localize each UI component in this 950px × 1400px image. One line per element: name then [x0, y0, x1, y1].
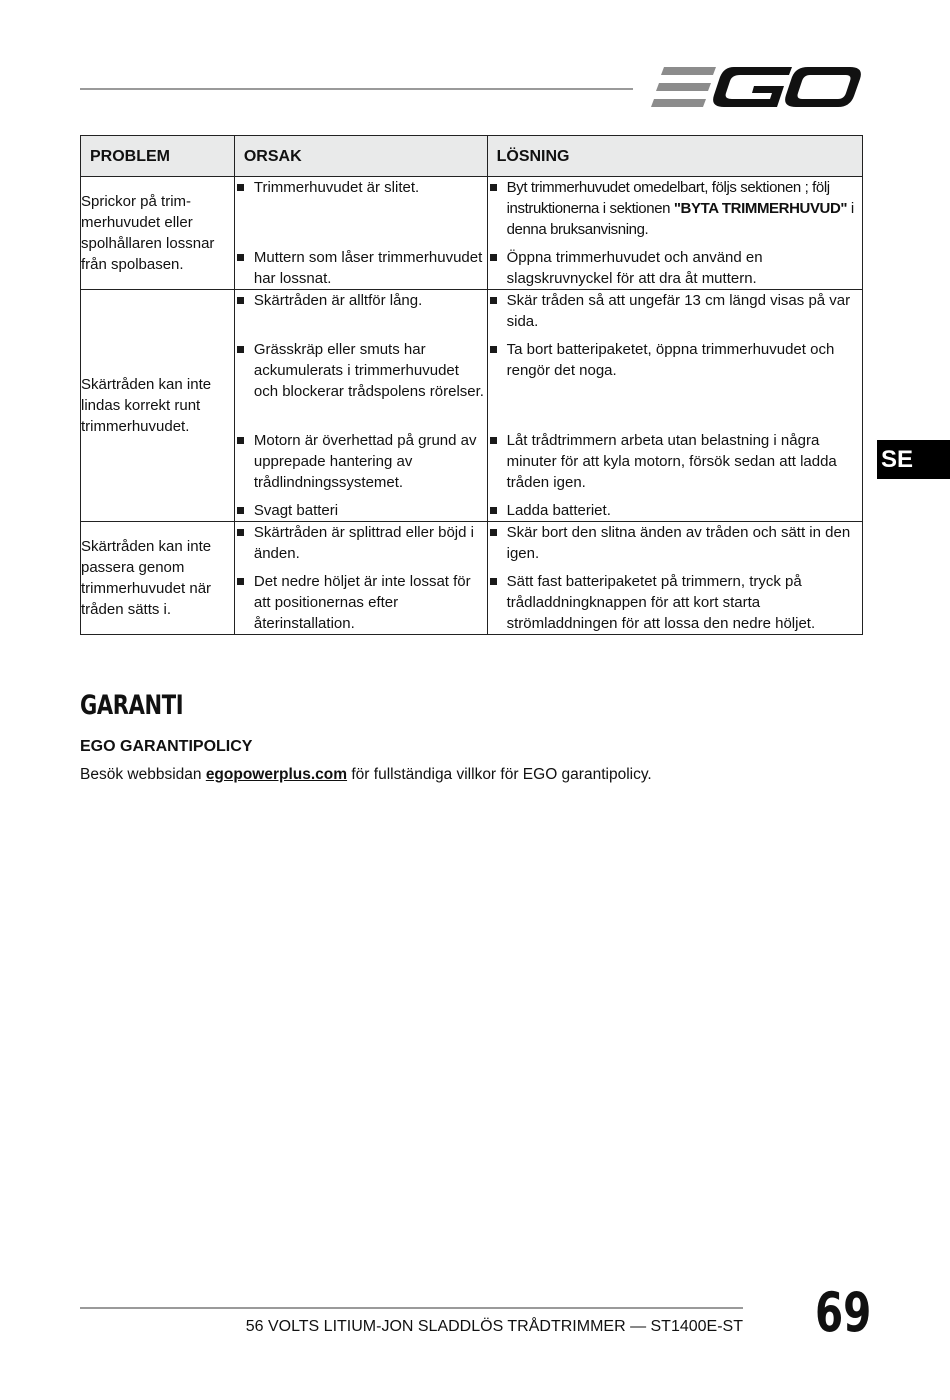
footer-rule	[80, 1307, 743, 1309]
list-item: Sätt fast batteripaketet på trimmern, tryck på trådladdningknappen för att kort starta strömladdningen för att lossa den nedre höljet.	[488, 571, 862, 634]
bullet-icon	[237, 578, 244, 585]
cause-cell	[234, 290, 487, 522]
list-item: Skär tråden så att ungefär 13 cm längd visas på var sida.	[488, 290, 862, 339]
footer-product-title: 56 VOLTS LITIUM-JON SLADDLÖS TRÅDTRIMMER — ST1400E-ST	[245, 1318, 743, 1335]
bullet-icon	[237, 346, 244, 353]
troubleshooting-table	[80, 135, 863, 635]
list-item: Grässkräp eller smuts har ackumulerats i trimmerhuvudet och blockerar trådspolens rörelser.	[235, 339, 487, 430]
list-item: Skär bort den slitna änden av tråden och sätt in den igen.	[488, 522, 862, 571]
cause-cell	[234, 177, 487, 290]
bullet-icon	[490, 184, 497, 191]
solution-cell	[487, 177, 862, 290]
column-header-problem: PROBLEM	[81, 136, 235, 177]
warranty-subheading: EGO GARANTIPOLICY	[80, 738, 253, 755]
list-item: Skärtråden är splittrad eller böjd i änden.	[235, 522, 487, 571]
bullet-icon	[490, 437, 497, 444]
bullet-icon	[237, 507, 244, 514]
list-item: Svagt batteri	[235, 500, 487, 521]
language-tab: SE	[877, 440, 950, 479]
bullet-icon	[490, 529, 497, 536]
ego-website-link[interactable]: egopowerplus.com	[205, 766, 348, 783]
solution-cell	[487, 290, 862, 522]
cause-cell	[234, 522, 487, 635]
list-item: Byt trimmerhuvudet omedelbart, följs sektionen ; följ instruktionerna i sektionen "BYTA TRIMMERHUVUD" i denna bruksanvisning.	[488, 177, 862, 247]
problem-cell: Skärtråden kan inte lindas korrekt runt trimmerhuvudet.	[81, 290, 235, 522]
problem-cell: Sprickor på trim-merhuvudet eller spolhållaren lossnar från spolbasen.	[81, 177, 235, 290]
warranty-text: Besök webbsidan egopowerplus.com för fullständiga villkor för EGO garantipolicy.	[80, 766, 652, 783]
bullet-icon	[490, 507, 497, 514]
list-item: Ladda batteriet.	[488, 500, 862, 521]
list-item: Öppna trimmerhuvudet och använd en slagskruvnyckel för att dra åt muttern.	[488, 247, 862, 289]
bullet-icon	[490, 254, 497, 261]
list-item: Motorn är överhettad på grund av upprepade hantering av trådlindningssystemet.	[235, 430, 487, 500]
table-row	[81, 177, 863, 290]
bullet-icon	[237, 254, 244, 261]
list-item: Låt trådtrimmern arbeta utan belastning i några minuter för att kyla motorn, försök sedan att ladda tråden igen.	[488, 430, 862, 500]
bullet-icon	[237, 437, 244, 444]
list-item: Muttern som låser trimmerhuvudet har lossnat.	[235, 247, 487, 289]
list-item: Ta bort batteripaketet, öppna trimmerhuvudet och rengör det noga.	[488, 339, 862, 430]
ego-logo	[650, 63, 862, 113]
table-header-row	[81, 136, 863, 177]
column-header-solution: LÖSNING	[487, 136, 862, 177]
table-row	[81, 290, 863, 522]
solution-cell	[487, 522, 862, 635]
warranty-heading: GARANTI	[80, 690, 184, 721]
bullet-icon	[490, 297, 497, 304]
page-number: 69	[815, 1281, 872, 1344]
bullet-icon	[237, 529, 244, 536]
problem-cell: Skärtråden kan inte passera genom trimmerhuvudet när tråden sätts i.	[81, 522, 235, 635]
list-item: Trimmerhuvudet är slitet.	[235, 177, 487, 247]
table-row	[81, 522, 863, 635]
list-item: Skärtråden är alltför lång.	[235, 290, 487, 339]
header-rule	[80, 88, 633, 90]
bullet-icon	[237, 297, 244, 304]
bullet-icon	[490, 346, 497, 353]
list-item: Det nedre höljet är inte lossat för att positionernas efter återinstallation.	[235, 571, 487, 634]
bullet-icon	[237, 184, 244, 191]
bullet-icon	[490, 578, 497, 585]
column-header-cause: ORSAK	[234, 136, 487, 177]
